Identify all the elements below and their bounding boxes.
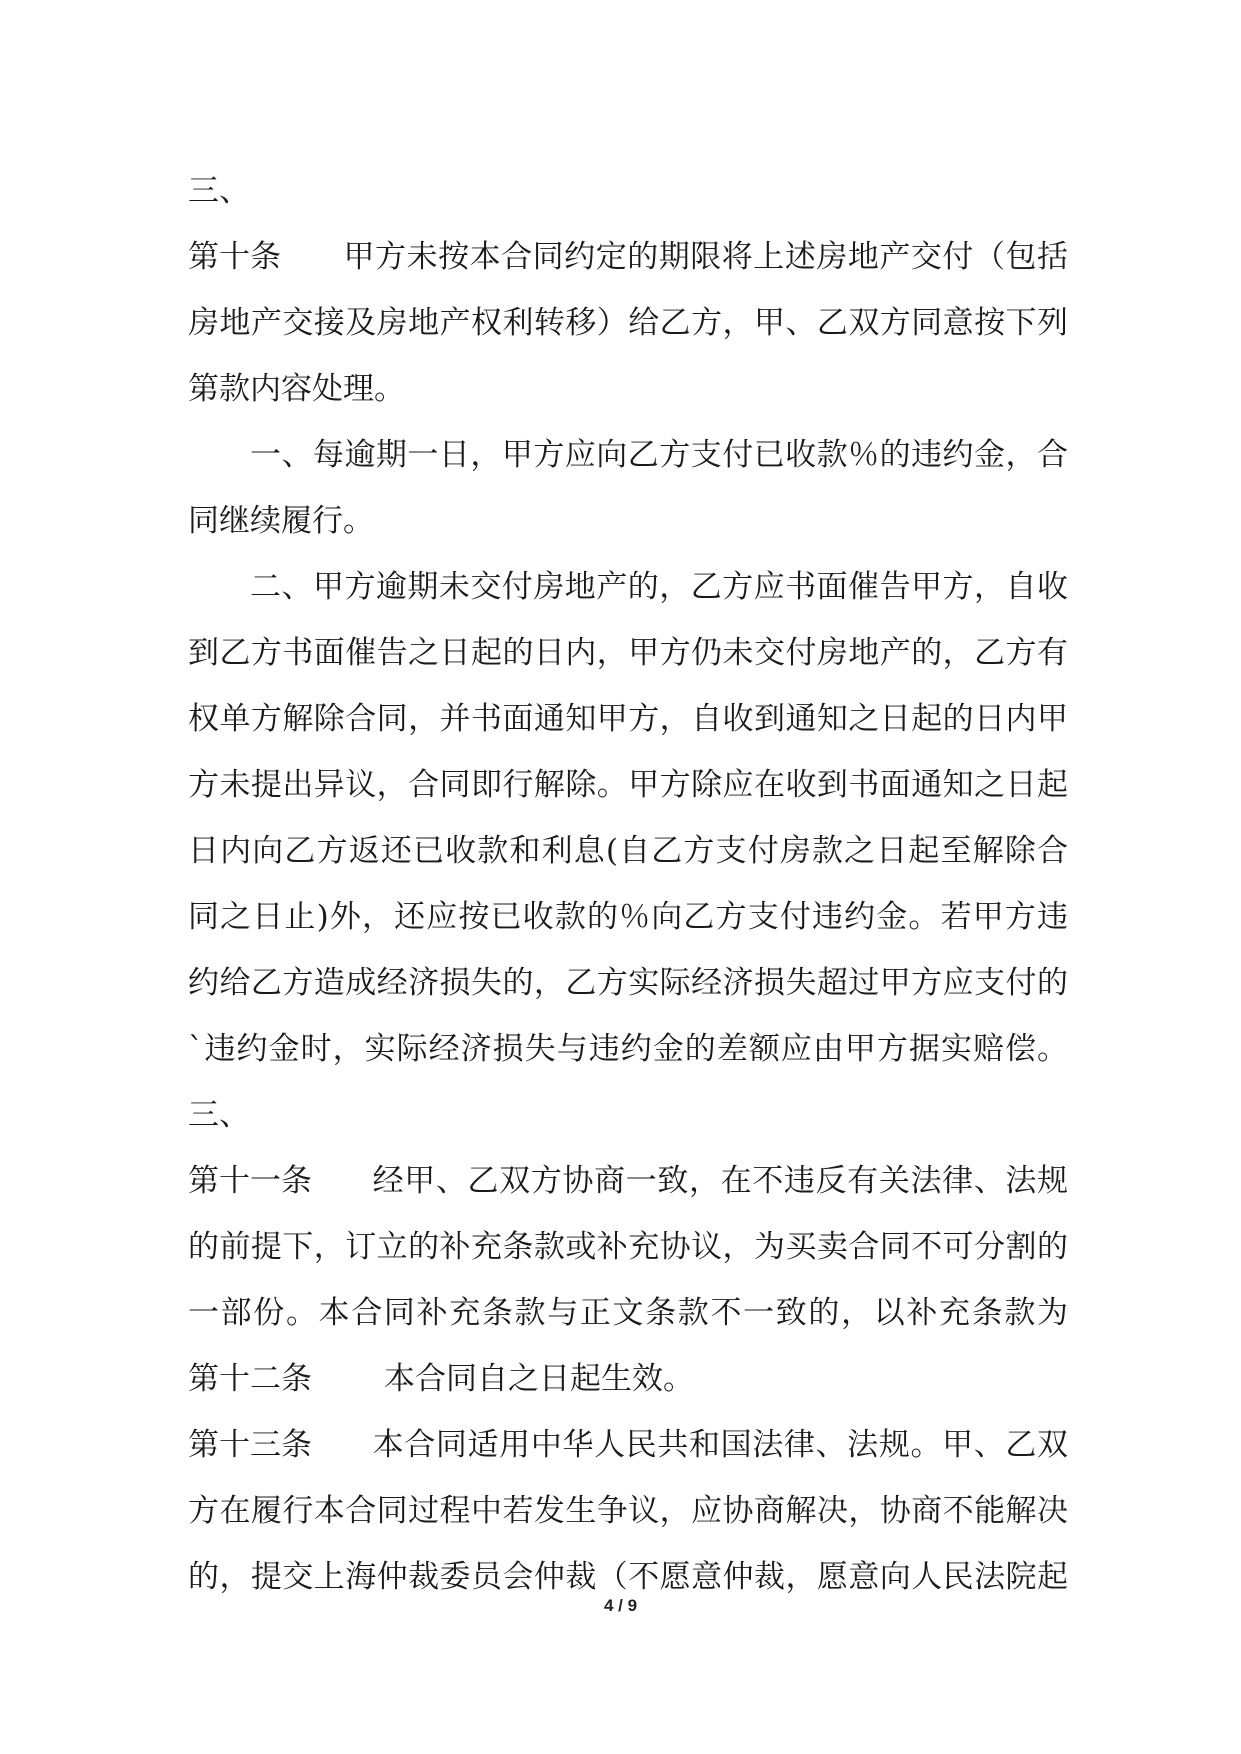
text-line bbox=[188, 950, 1068, 1016]
text-line bbox=[188, 1346, 1068, 1412]
text-line bbox=[188, 1148, 1068, 1214]
text-line bbox=[188, 620, 1068, 686]
line-text: 权单方解除合同，并书面通知甲方，自收到通知之日起的日内甲 bbox=[188, 701, 1068, 737]
text-line bbox=[188, 1478, 1068, 1544]
line-text: 日内向乙方返还已收款和利息(自乙方支付房款之日起至解除合 bbox=[188, 833, 1068, 869]
line-text: 到乙方书面催告之日起的日内，甲方仍未交付房地产的，乙方有 bbox=[188, 635, 1068, 671]
text-line bbox=[188, 356, 1068, 422]
line-text: 一、每逾期一日，甲方应向乙方支付已收款％的违约金，合 bbox=[250, 437, 1068, 473]
text-line bbox=[188, 752, 1068, 818]
line-text: 甲方未按本合同约定的期限将上述房地产交付（包括 bbox=[343, 239, 1068, 275]
text-line bbox=[188, 1016, 1068, 1082]
article-heading: 第十条 bbox=[188, 239, 281, 275]
line-text: `违约金时，实际经济损失与违约金的差额应由甲方据实赔偿。 bbox=[188, 1031, 1068, 1067]
line-text: 三、 bbox=[188, 173, 250, 209]
text-line bbox=[188, 686, 1068, 752]
line-text: 本合同适用中华人民共和国法律、法规。甲、乙双 bbox=[372, 1427, 1068, 1463]
text-line bbox=[188, 1082, 1068, 1148]
line-text: 约给乙方造成经济损失的，乙方实际经济损失超过甲方应支付的 bbox=[188, 965, 1068, 1001]
document-body bbox=[188, 158, 1068, 1610]
line-text: 二、甲方逾期未交付房地产的，乙方应书面催告甲方，自收 bbox=[250, 569, 1068, 605]
text-line bbox=[188, 290, 1068, 356]
line-text: 三、 bbox=[188, 1097, 250, 1133]
text-line bbox=[188, 818, 1068, 884]
line-text: 同之日止)外，还应按已收款的％向乙方支付违约金。若甲方违 bbox=[188, 899, 1068, 935]
text-line bbox=[188, 554, 1068, 620]
line-text: 房地产交接及房地产权利转移）给乙方，甲、乙双方同意按下列 bbox=[188, 305, 1068, 341]
text-line bbox=[188, 488, 1068, 554]
line-text: 同继续履行。 bbox=[188, 503, 374, 539]
text-line bbox=[188, 422, 1068, 488]
line-text: 的前提下，订立的补充条款或补充协议，为买卖合同不可分割的 bbox=[188, 1229, 1068, 1265]
line-text: 方在履行本合同过程中若发生争议，应协商解决，协商不能解决 bbox=[188, 1493, 1068, 1529]
line-text: 本合同自之日起生效。 bbox=[384, 1361, 694, 1397]
text-line bbox=[188, 1412, 1068, 1478]
text-line bbox=[188, 884, 1068, 950]
line-text: 第款内容处理。 bbox=[188, 371, 405, 407]
line-text: 方未提出异议，合同即行解除。甲方除应在收到书面通知之日起 bbox=[188, 767, 1068, 803]
text-line bbox=[188, 158, 1068, 224]
line-text: 一部份。本合同补充条款与正文条款不一致的，以补充条款为 bbox=[188, 1295, 1068, 1331]
article-heading: 第十一条 bbox=[188, 1163, 312, 1199]
line-text: 经甲、乙双方协商一致，在不违反有关法律、法规 bbox=[372, 1163, 1068, 1199]
line-text: 的，提交上海仲裁委员会仲裁（不愿意仲裁，愿意向人民法院起 bbox=[188, 1559, 1068, 1595]
article-heading: 第十三条 bbox=[188, 1427, 312, 1463]
text-line bbox=[188, 1280, 1068, 1346]
text-line bbox=[188, 1214, 1068, 1280]
page-number: 4 / 9 bbox=[603, 1596, 638, 1615]
article-heading: 第十二条 bbox=[188, 1361, 312, 1397]
text-line bbox=[188, 224, 1068, 290]
